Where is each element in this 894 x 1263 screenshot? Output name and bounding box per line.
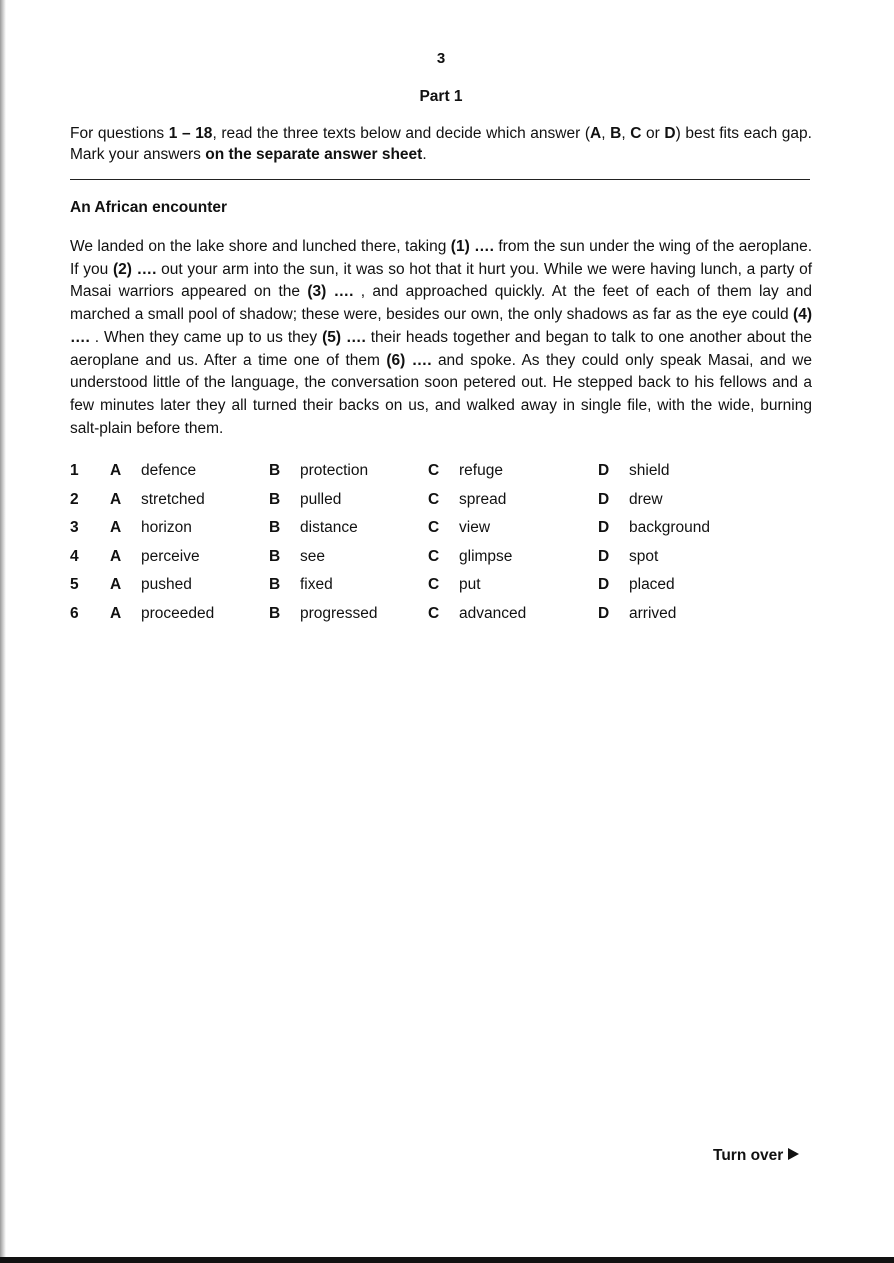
option-b: protection (300, 462, 369, 479)
option-d: spot (629, 547, 659, 565)
option-letter-b: B (269, 576, 281, 593)
option-c: refuge (459, 462, 503, 479)
option-letter-b: B (269, 604, 281, 622)
option-c: advanced (459, 604, 527, 622)
instructions (70, 123, 812, 165)
option-d: drew (629, 490, 663, 508)
option-letter-a: A (110, 519, 122, 536)
option-letter-b: B (269, 547, 281, 565)
option-b: see (300, 547, 325, 565)
question-row (70, 544, 770, 573)
option-d: background (629, 519, 711, 536)
letter-c: C (630, 125, 642, 142)
question-row (70, 487, 770, 516)
option-a: proceeded (141, 604, 215, 622)
passage-text: out your arm into the sun, it was so hot that it hurt you. While we were having lunch, a party of Masai warriors appeared on the (70, 260, 812, 301)
passage-text: , and approached quickly. At the feet of each of them lay and marched a small pool of shadow; these were, besides our own, the only shadows as far as the eye could (70, 283, 812, 324)
question-number: 2 (70, 490, 79, 508)
option-letter-a: A (110, 604, 122, 622)
page-number: 3 (436, 50, 446, 67)
question-row (70, 515, 770, 544)
option-letter-d: D (598, 576, 610, 593)
answer-options (70, 458, 770, 629)
option-b: progressed (300, 604, 378, 622)
right-triangle-icon (788, 1148, 799, 1160)
question-number: 1 (70, 462, 79, 479)
option-a: defence (141, 462, 197, 479)
option-d: placed (629, 576, 675, 593)
option-b: fixed (300, 576, 333, 593)
part-title: Part 1 (419, 88, 463, 105)
option-letter-a: A (110, 490, 122, 508)
option-a: pushed (141, 576, 192, 593)
option-c: put (459, 576, 481, 593)
question-number: 3 (70, 519, 79, 536)
passage-text: We landed on the lake shore and lunched there, taking (70, 238, 451, 255)
option-a: horizon (141, 519, 192, 536)
question-number: 5 (70, 576, 79, 593)
option-letter-a: A (110, 576, 122, 593)
question-number: 4 (70, 547, 79, 565)
option-a: stretched (141, 490, 205, 508)
instructions-text: . (422, 146, 427, 163)
instructions-text: For questions (70, 125, 169, 142)
option-letter-a: A (110, 547, 122, 565)
letter-d: D (664, 125, 676, 142)
passage-text: and spoke. As they could only speak Masai, and we understood little of the language, the conversation soon petered out. He stepped back to his fellows and a few minutes later they all turned their backs on us, and walked away in single file, with the wide, burning salt-plain before them. (70, 351, 812, 437)
instructions-text: , read the three texts below and decide which answer ( (212, 125, 591, 142)
option-letter-b: B (269, 462, 281, 479)
option-c: glimpse (459, 547, 513, 565)
option-b: pulled (300, 490, 342, 508)
section-divider (70, 179, 810, 180)
option-a: perceive (141, 547, 200, 565)
scan-edge-left (0, 0, 6, 1263)
question-row (70, 458, 770, 487)
option-letter-c: C (428, 576, 440, 593)
text-title: An African encounter (70, 199, 228, 216)
scan-edge-bottom (0, 1257, 894, 1263)
question-number: 6 (70, 604, 79, 622)
option-d: shield (629, 462, 670, 479)
option-letter-c: C (428, 519, 440, 536)
question-row (70, 601, 770, 630)
letter-a: A (590, 125, 602, 142)
option-letter-c: C (428, 490, 440, 508)
option-letter-d: D (598, 490, 610, 508)
option-letter-d: D (598, 604, 610, 622)
option-letter-b: B (269, 490, 281, 508)
option-letter-c: C (428, 547, 440, 565)
option-d: arrived (629, 604, 677, 622)
option-letter-b: B (269, 519, 281, 536)
option-letter-c: C (428, 604, 440, 622)
passage (70, 236, 812, 440)
option-letter-d: D (598, 547, 610, 565)
option-c: view (459, 519, 491, 536)
option-b: distance (300, 519, 358, 536)
gap-marker: (6) …. (386, 351, 432, 369)
passage-text: . When they came up to us they (89, 328, 323, 346)
turn-over-label: Turn over (713, 1147, 784, 1164)
instructions-text: , (621, 125, 631, 142)
letter-b: B (610, 125, 622, 142)
passage-text: their heads together and began to talk to one another about the aeroplane and us. After a time one of them (70, 328, 813, 369)
option-letter-a: A (110, 462, 122, 479)
instructions-text: ) best fits each gap. Mark your answers (70, 125, 812, 163)
answer-sheet-emphasis: on the separate answer sheet (205, 146, 423, 163)
gap-marker: (4) …. (70, 306, 812, 346)
turn-over (713, 1147, 799, 1165)
option-letter-d: D (598, 519, 610, 536)
gap-marker: (5) …. (322, 328, 366, 346)
passage-text: from the sun under the wing of the aeroplane. If you (70, 238, 813, 278)
option-c: spread (459, 490, 507, 508)
option-letter-c: C (428, 462, 440, 479)
instructions-text: or (641, 125, 665, 142)
instructions-text: , (601, 125, 611, 142)
option-letter-d: D (598, 462, 610, 479)
gap-marker: (3) …. (307, 283, 354, 301)
question-row (70, 572, 770, 601)
gap-marker: (1) …. (450, 238, 494, 255)
question-range: 1 – 18 (168, 125, 213, 142)
gap-marker: (2) …. (113, 260, 157, 278)
